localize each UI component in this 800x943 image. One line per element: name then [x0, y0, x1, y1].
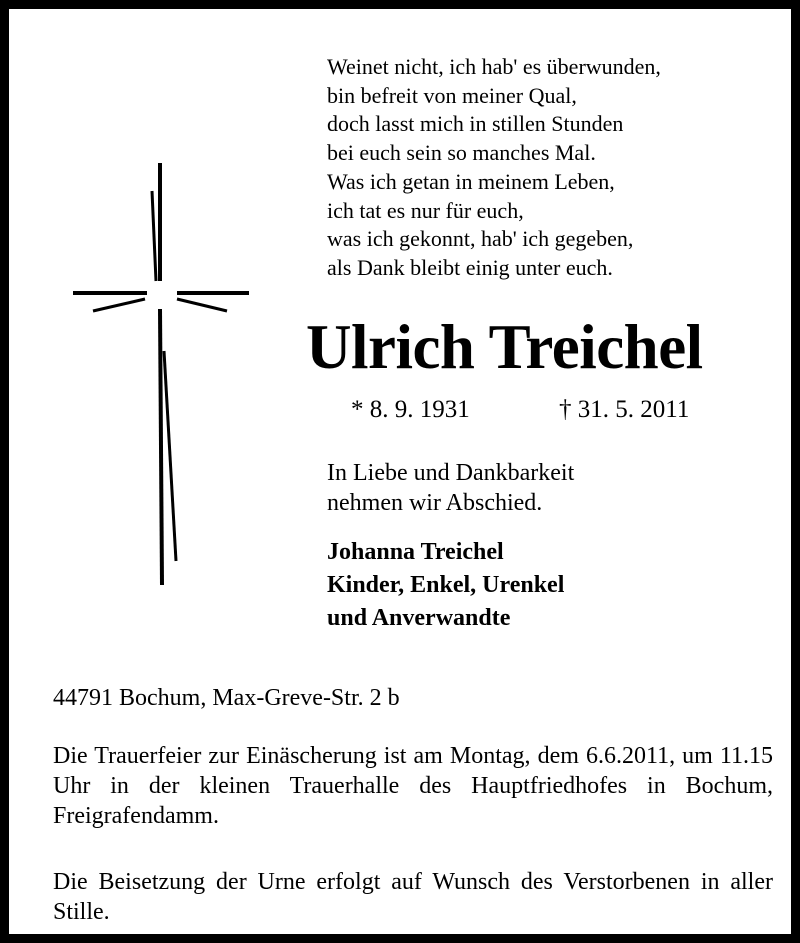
farewell-line: nehmen wir Abschied. — [327, 490, 543, 516]
mourners-list — [327, 536, 564, 635]
birth-date: * 8. 9. 1931 — [351, 396, 470, 423]
poem-line: Was ich getan in meinem Leben, — [327, 168, 615, 194]
deceased-name: Ulrich Treichel — [306, 312, 703, 382]
mourner-line: Johanna Treichel — [327, 539, 504, 565]
address: 44791 Bochum, Max-Greve-Str. 2 b — [53, 685, 400, 711]
poem-line: bei euch sein so manches Mal. — [327, 140, 596, 166]
cross-icon — [69, 159, 254, 589]
poem-line: doch lasst mich in stillen Stunden — [327, 111, 624, 137]
mourner-line: und Anverwandte — [327, 605, 511, 631]
farewell-text — [327, 458, 574, 518]
poem-line: bin befreit von meiner Qual, — [327, 82, 577, 108]
farewell-line: In Liebe und Dankbarkeit — [327, 460, 575, 486]
poem-line: was ich gekonnt, hab' ich gegeben, — [327, 226, 634, 252]
mourner-line: Kinder, Enkel, Urenkel — [327, 572, 565, 598]
death-date: † 31. 5. 2011 — [559, 396, 690, 423]
poem-line: Weinet nicht, ich hab' es überwunden, — [327, 54, 661, 79]
funeral-notice: Die Trauerfeier zur Einäscherung ist am Montag, dem 6.6.2011, um 11.15 Uhr in der kleinen Trauerhalle des Hauptfriedhofes in Bochum, Freigrafendamm. — [53, 743, 773, 829]
poem-line: als Dank bleibt einig unter euch. — [327, 254, 613, 280]
burial-notice: Die Beisetzung der Urne erfolgt auf Wunsch des Verstorbenen in aller Stille. — [53, 869, 773, 925]
poem-line: ich tat es nur für euch, — [327, 197, 524, 223]
poem — [327, 53, 661, 283]
